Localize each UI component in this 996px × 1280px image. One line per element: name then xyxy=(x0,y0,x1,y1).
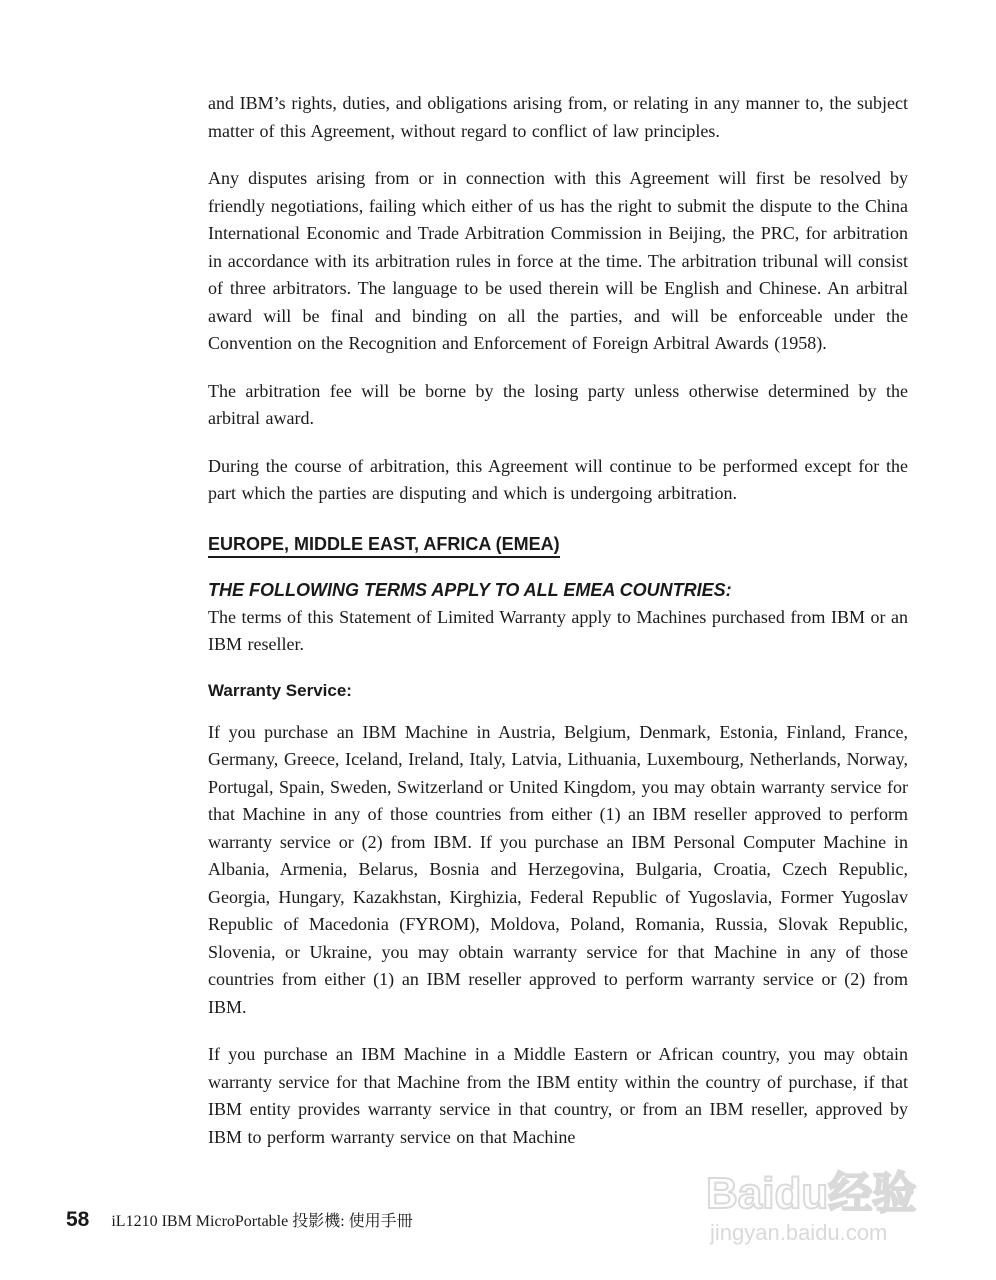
paragraph-during-arbitration: During the course of arbitration, this Agreement will continue to be performed except for the part which the parties are disputing and which is undergoing arbitration. xyxy=(208,455,908,503)
footer-title: iL1210 IBM MicroPortable 投影機: 使用手冊 xyxy=(111,1213,413,1230)
document-body xyxy=(208,90,908,1171)
paragraph-warranty-countries: If you purchase an IBM Machine in Austria, Belgium, Denmark, Estonia, Finland, France, Germany, Greece, Iceland, Ireland, Italy, Latvia, Lithuania, Luxembourg, Netherlands, Norway, Portugal, Spain, Sweden, Switzerland or United Kingdom, you may obtain warranty service for that Machine in any of those countries from either (1) an IBM reseller approved to perform warranty service or (2) from IBM. If you purchase an IBM Personal Computer Machine in Albania, Armenia, Belarus, Bosnia and Herzegovina, Bulgaria, Croatia, Czech Republic, Georgia, Hungary, Kazakhstan, Kirghizia, Federal Republic of Yugoslavia, Former Yugoslav Republic of Macedonia (FYROM), Moldova, Poland, Romania, Russia, Slovak Republic, Slovenia, or Ukraine, you may obtain warranty service for that Machine in any of those countries from either (1) an IBM reseller approved to perform warranty service or (2) from IBM. xyxy=(208,721,908,1017)
paragraph-governing-law: and IBM’s rights, duties, and obligations arising from, or relating in any manner to, the subject matter of this Agreement, without regard to conflict of law principles. xyxy=(208,93,908,141)
paragraph-emea-terms: The terms of this Statement of Limited Warranty apply to Machines purchased from IBM or an IBM reseller. xyxy=(208,606,908,654)
subheading-emea-terms: THE FOLLOWING TERMS APPLY TO ALL EMEA COUNTRIES: xyxy=(208,579,732,600)
baidu-watermark-logo xyxy=(700,1158,940,1248)
paragraph-disputes: Any disputes arising from or in connection with this Agreement will first be resolved by friendly negotiations, failing which either of us has the right to submit the dispute to the China International Economic and Trade Arbitration Commission in Beijing, the PRC, for arbitration in accordance with its arbitration rules in force at the time. The arbitration tribunal will consist of three arbitrators. The language to be used therein will be English and Chinese. An arbitral award will be final and binding on all the parties, and will be enforceable under the Convention on the Recognition and Enforcement of Foreign Arbitral Awards (1958). xyxy=(208,168,908,353)
paragraph-middle-east-africa: If you purchase an IBM Machine in a Middle Eastern or African country, you may obtain warranty service for that Machine from the IBM entity within the country of purchase, if that IBM entity provides warranty service in that country, or from an IBM reseller, approved by IBM to perform warranty service on that Machine xyxy=(208,1044,908,1147)
paragraph-arbitration-fee: The arbitration fee will be borne by the losing party unless otherwise determined by the arbitral award. xyxy=(208,380,908,428)
page-footer xyxy=(66,1208,413,1240)
page-number: 58 xyxy=(66,1208,90,1231)
watermark-logo-text: Baidu经验 xyxy=(706,1169,917,1218)
section-heading-emea: EUROPE, MIDDLE EAST, AFRICA (EMEA) xyxy=(208,532,560,558)
watermark-url: jingyan.baidu.com xyxy=(710,1220,888,1245)
heading-warranty-service: Warranty Service: xyxy=(208,680,352,700)
